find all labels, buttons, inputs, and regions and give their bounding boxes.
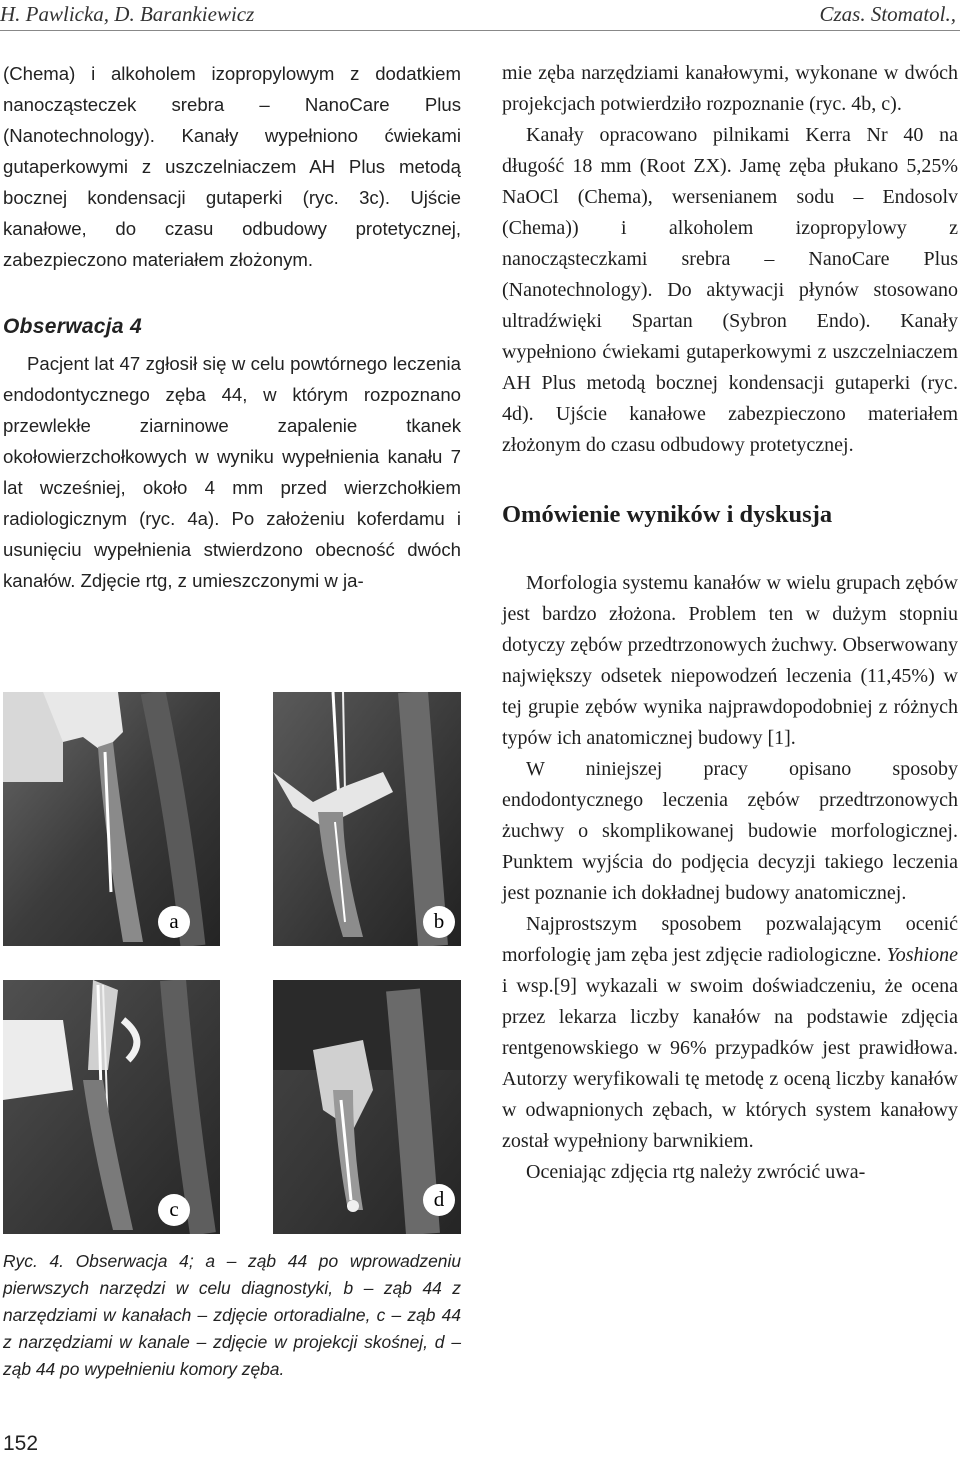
left-paragraph-1: (Chema) i alkoholem izopropylowym z dodatkiem nanocząsteczek srebra – NanoCare Plus (Nanotechnology). Kanały wypełniono ćwiekami gutaperkowymi z uszczelniaczem AH Plus metodą bocznej kondensacji gutaperki (ryc. 3c). Ujście kanałowe, do czasu odbudowy protetycznej, zabezpieczono materiałem złożonym. [3, 63, 461, 270]
header-rule [0, 30, 960, 31]
running-header-journal: Czas. Stomatol., [819, 2, 956, 26]
running-header-authors: H. Pawlicka, D. Barankiewicz [0, 2, 255, 26]
right-paragraph-3: Morfologia systemu kanałów w wielu grupach zębów jest bardzo złożona. Problem ten w dużym stopniu dotyczy zębów przedtrzonowych żuchwy. Obserwowany największy odsetek niepowodzeń leczenia (11,45%) w tej grupie zębów wynika najprawdopodobniej z różnych typów ich anatomicznej budowy [1]. [502, 572, 958, 749]
paragraph-5-end: i wsp.[9] wykazali w swoim doświadczeniu, że ocena przez lekarza liczby kanałów na podstawie zdjęcia rentgenowskiego w 96% przypadków jest prawidłowa. Autorzy weryfikowali tę metodę z oceną liczby kanałów w odwapnionych zębach, w których system kanałowy został wypełniony barwnikiem. [502, 975, 958, 1152]
paragraph-5-start: Najprostszym sposobem pozwalającym ocenić morfologię jam zęba jest zdjęcie radiologiczne. [502, 913, 958, 966]
radiograph-a [3, 692, 220, 946]
right-paragraph-4: W niniejszej pracy opisano sposoby endodontycznego leczenia zębów przedtrzonowych żuchwy o skomplikowanej budowie morfologicznej. Punktem wyjścia do podjęcia decyzji takiego leczenia jest poznanie ich dokładnej budowy anatomicznej. [502, 758, 958, 904]
figure-label-a: a [158, 906, 190, 938]
figure-label-b: b [423, 906, 455, 938]
figure-caption: Ryc. 4. Obserwacja 4; a – ząb 44 po wprowadzeniu pierwszych narzędzi w celu diagnostyki, b – ząb 44 z narzędziami w kanałach – zdjęcie ortoradialne, c – ząb 44 z narzędziami w kanale – zdjęcie w projekcji skośnej, d – ząb 44 po wypełnieniu komory zęba. [3, 1251, 461, 1379]
observation-heading: Obserwacja 4 [3, 315, 143, 338]
figure-label-c: c [158, 1194, 190, 1226]
radiograph-d [273, 980, 461, 1234]
right-paragraph-5 [502, 909, 958, 1157]
section-heading: Omówienie wyników i dyskusja [502, 501, 833, 528]
figure-label-d: d [423, 1184, 455, 1216]
right-paragraph-1: mie zęba narzędziami kanałowymi, wykonane w dwóch projekcjach potwierdziło rozpoznanie (ryc. 4b, c). [502, 62, 958, 115]
left-paragraph-2: Pacjent lat 47 zgłosił się w celu powtórnego leczenia endodontycznego zęba 44, w którym rozpoznano przewlekłe ziarninowe zapalenie tkanek okołowierzchołkowych w wyniku wypełnienia kanału 7 lat wcześniej, około 4 mm przed wierzchołkiem radiologicznym (ryc. 4a). Po założeniu koferdamu i usunięciu wypełnienia stwierdzono obecność dwóch kanałów. Zdjęcie rtg, z umieszczonymi w ja- [3, 353, 461, 591]
author-name-italic: Yoshione [886, 944, 958, 966]
right-column [502, 58, 958, 1188]
radiograph-c [3, 980, 220, 1234]
right-paragraph-6: Oceniając zdjęcia rtg należy zwrócić uwa- [526, 1161, 866, 1183]
left-column [3, 58, 461, 596]
radiograph-b [273, 692, 461, 946]
right-paragraph-2: Kanały opracowano pilnikami Kerra Nr 40 na długość 18 mm (Root ZX). Jamę zęba płukano 5,25% NaOCl (Chema), wersenianem sodu – Endosolv (Chema)) i alkoholem izopropylowy z nanocząsteczkami srebra – NanoCare Plus (Nanotechnology). Do aktywacji płynów stosowano ultradźwięki Spartan (Sybron Endo). Kanały wypełniono ćwiekami gutaperkowymi z uszczelniaczem AH Plus metodą bocznej kondensacji gutaperki (ryc. 4d). Ujście kanałowe zabezpieczono materiałem złożonym do czasu odbudowy protetycznej. [502, 124, 958, 456]
page-number: 152 [3, 1432, 39, 1455]
